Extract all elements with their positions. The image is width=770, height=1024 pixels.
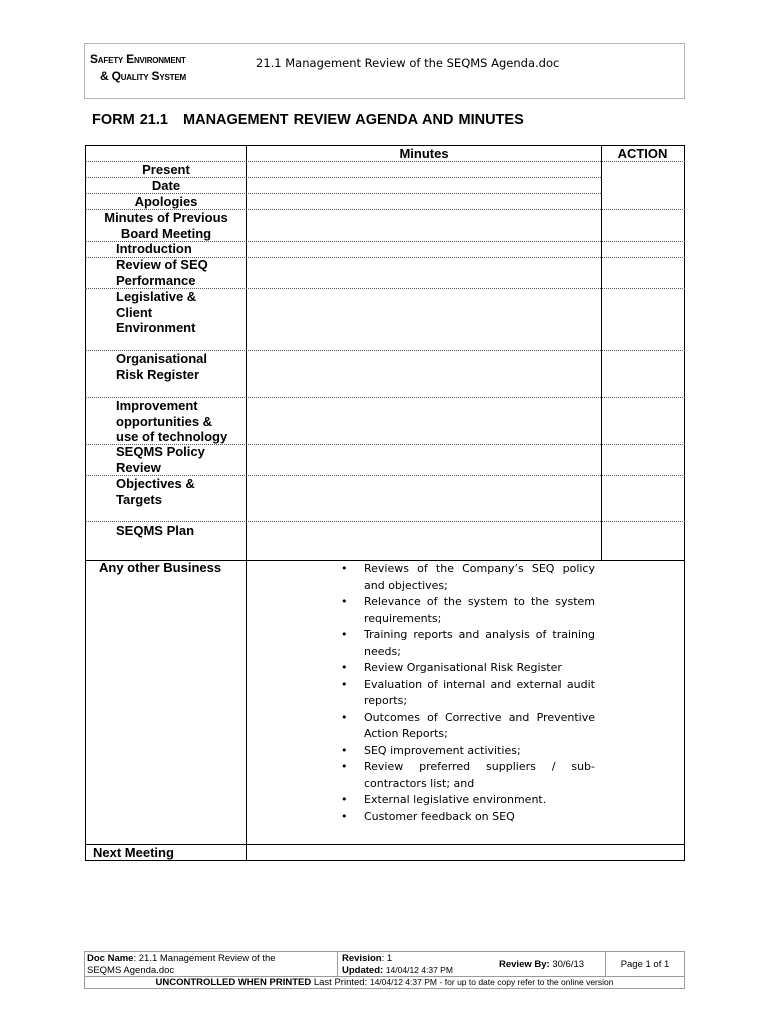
org-line-2: & Quality System <box>100 69 186 83</box>
org-risk-label: Organisational Risk Register <box>116 351 208 382</box>
list-item: • Training reports and analysis of training needs; <box>339 627 595 660</box>
footer-revision: Revision: 1 Updated: 14/04/12 4:37 PM <box>342 953 453 976</box>
list-item: • Reviews of the Company’s SEQ policy and objectives; <box>339 561 595 594</box>
introduction-label: Introduction <box>116 241 192 256</box>
list-item: • Review Organisational Risk Register <box>339 660 595 677</box>
review-seq-label: Review of SEQ Performance <box>116 257 208 288</box>
legislative-label: Legislative & Client Environment <box>116 289 197 336</box>
organisation-name <box>90 51 240 85</box>
footer-doc-name: Doc Name: 21.1 Management Review of the SEQMS Agenda.doc <box>87 953 276 976</box>
list-item: • Evaluation of internal and external audit reports; <box>339 677 595 710</box>
list-item: • Outcomes of Corrective and Preventive Action Reports; <box>339 710 595 743</box>
minutes-previous-label: Minutes of Previous Board Meeting <box>104 210 228 241</box>
list-item: • Review preferred suppliers / sub-contractors list; and <box>339 759 595 792</box>
list-item: • Customer feedback on SEQ <box>339 809 595 826</box>
action-column-header: ACTION <box>617 146 668 161</box>
footer-review-by: Review By: 30/6/13 <box>499 959 585 970</box>
present-label: Present <box>142 162 190 177</box>
minutes-column-header: Minutes <box>399 146 449 161</box>
objectives-label: Objectives & Targets <box>116 476 195 507</box>
date-label: Date <box>151 178 181 193</box>
review-topics-list <box>339 561 595 825</box>
list-item: • SEQ improvement activities; <box>339 743 595 760</box>
form-title: FORM 21.1 MANAGEMENT REVIEW AGENDA AND MINUTES <box>92 112 524 128</box>
improvement-label: Improvement opportunities & use of technology <box>116 398 228 445</box>
list-item: • External legislative environment. <box>339 792 595 809</box>
apologies-label: Apologies <box>134 194 198 209</box>
header-doc-title: 21.1 Management Review of the SEQMS Agenda.doc <box>256 56 560 70</box>
list-item: • Relevance of the system to the system requirements; <box>339 594 595 627</box>
any-other-business-label: Any other Business <box>99 560 222 575</box>
org-line-1: Safety Environment <box>90 52 186 66</box>
policy-review-label: SEQMS Policy Review <box>116 444 205 475</box>
next-meeting-label: Next Meeting <box>93 845 174 860</box>
seqms-plan-label: SEQMS Plan <box>116 523 195 538</box>
footer-page-number: Page 1 of 1 <box>620 959 670 970</box>
footer-uncontrolled-notice: UNCONTROLLED WHEN PRINTED Last Printed: 14/04/12 4:37 PM - for up to date copy refer to the online version <box>155 977 614 988</box>
